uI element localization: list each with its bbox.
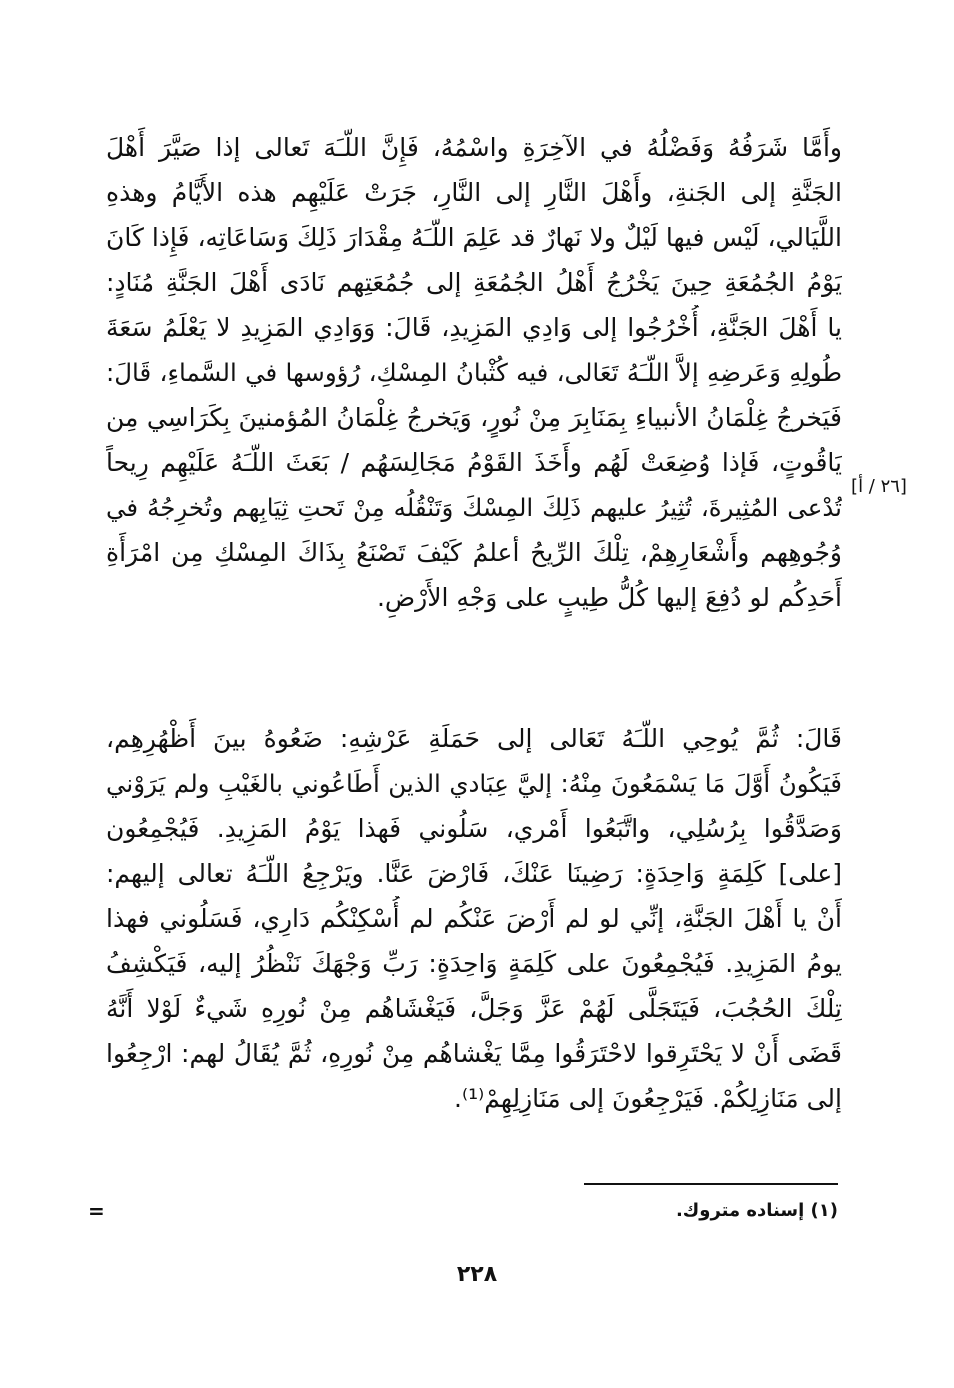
text-line: وأَمَّا شَرَفُهُ وَفَضْلُهُ في الآخِرَةِ واسْمُهُ، فَإِنَّ اللّـَهَ تَعالى إذا صَيَّرَ أَهْلَ [106,133,842,162]
text-line: أَنْ يا أَهْلَ الجَنَّةِ، إنِّي لو لم أَرْضَ عَنْكُم لم أُسْكِنْكُم دَارِي، فَسَلُوني فهذا [106,904,842,933]
text-line: تِلْكَ الحُجُبَ، فَيَتَجَلَّى لَهُمْ عَزَّ وَجَلَّ، فَيَغْشَاهُم مِنْ نُورِهِ شَيءٌ لَوْلا أَنَّهُ [106,994,842,1023]
text-line: قَالَ: ثُمَّ يُوحِي اللّـَهُ تَعَالى إلى حَمَلَةِ عَرْشِهِ: ضَعُوهُ بينَ أَظْهُرِهِم، [106,724,842,753]
text-line: يا أَهْلَ الجَنَّةِ، أُخْرُجُوا إلى وَادِي المَزِيدِ، قَالَ: وَوَادِي المَزِيدِ لا يَعْلَمُ سَعَةَ [106,313,842,342]
text-line: يومُ المَزِيدِ. فَيُجْمِعُونَ على كَلِمَةٍ وَاحِدَةٍ: رَبِّ وَجْهَكَ نَنْظُرُ إليه، فَيَكْشِفُ [106,949,842,978]
text-line: قَضَى أَنْ لا يَحْتَرِقوا لاحْتَرَقُوا مِمَّا يَغْشاهُم مِنْ نُورِهِ، ثُمَّ يُقَالُ لهم: ارْجِعُوا [106,1039,842,1068]
text-line: [على] كَلِمَةٍ وَاحِدَةٍ: رَضِينَا عَنْكَ، فَارْضَ عَنَّا. ويَرْجِعُ اللّـَهُ تعالى إليهم: [106,859,842,888]
text-line: يَوْمُ الجُمُعَةِ حِينَ يَخْرُجُ أَهْلُ الجُمُعَةِ إلى جُمُعَتِهم نَادَى أَهْلَ الجَنَّةِ مُنَادٍ: [106,268,842,297]
text-line: تُدْعى المُثِيرةَ، تُثِيرُ عليهم ذَلِكَ المِسْكَ وَتَنْقُلُه مِنْ تَحتِ ثِيَابِهم وتُخرِجُهُ في [106,493,842,522]
text-line: فَيَخرجُ غِلْمَانُ الأنبياءِ بِمَنَابِرَ مِنْ نُورٍ، وَيَخرجُ غِلْمَانُ المُؤمنينَ بِكَرَاسِي مِن [106,403,842,432]
manuscript-folio-marker: [٢٦ / أ] [851,476,907,497]
footnote: (١) إسناده متروك. [675,1200,838,1221]
footnote-divider [584,1183,838,1185]
text-line: أَحَدِكُم لو دُفِعَ إليها كُلُّ طِيبٍ على وَجْهِ الأَرْضِ. [376,583,842,612]
page-number: ٢٢٨ [456,1262,498,1287]
text-line: الجَنَّةِ إلى الجَنةِ، وأَهْلَ النَّارِ إلى النَّارِ، جَرَتْ عَلَيْهِم هذه الأَيَّامُ وهذهِ [106,178,842,207]
text-line: وُجُوهِهم وأَشْعَارِهِمْ، تِلْكَ الرِّيحُ أعلمُ كَيْفَ تَصْنَعُ بِذَاكَ المِسْكِ مِن امْرَأَةِ [106,538,842,567]
paragraph-2 [106,716,842,1121]
text-line: اللَّيَالي، لَيْس فيها لَيْلٌ ولا نَهارٌ قد عَلِمَ اللّـَهُ مِقْدَارَ ذَلِكَ وَسَاعَاتِه، فَإِذا كَانَ [106,223,842,252]
paragraph-1 [106,125,842,620]
text-line: إلى مَنَازِلِكُمْ. فَيَرْجِعُونَ إلى مَنَازِلِهِمْ⁽¹⁾. [454,1084,842,1113]
text-line: طُولِهِ وَعَرضِهِ إلاَّ اللّـَهُ تَعَالى، فيه كُثْبانُ المِسْكِ، رُؤوسها في السَّماءِ، قَالَ: [106,358,842,387]
continuation-mark: = [88,1199,105,1223]
text-line: يَاقُوتٍ، فَإذا وُضِعَتْ لَهُم وأَخَذَ القَوْمُ مَجَالِسَهُم / بَعَثَ اللّـَهُ عَلَيْهِم رِيحاً [106,448,842,477]
text-line: فَيَكُونُ أَوَّلَ مَا يَسْمَعُونَ مِنْهُ: إليَّ عِبَادي الذين أَطَاعُوني بالغَيْبِ ولم يَرَوْني [106,769,842,798]
text-line: وَصَدَّقُوا بِرُسُلِي، واتَّبَعُوا أَمْري، سَلُوني فَهذا يَوْمُ المَزِيدِ. فَيُجْمِعُون [106,814,842,843]
